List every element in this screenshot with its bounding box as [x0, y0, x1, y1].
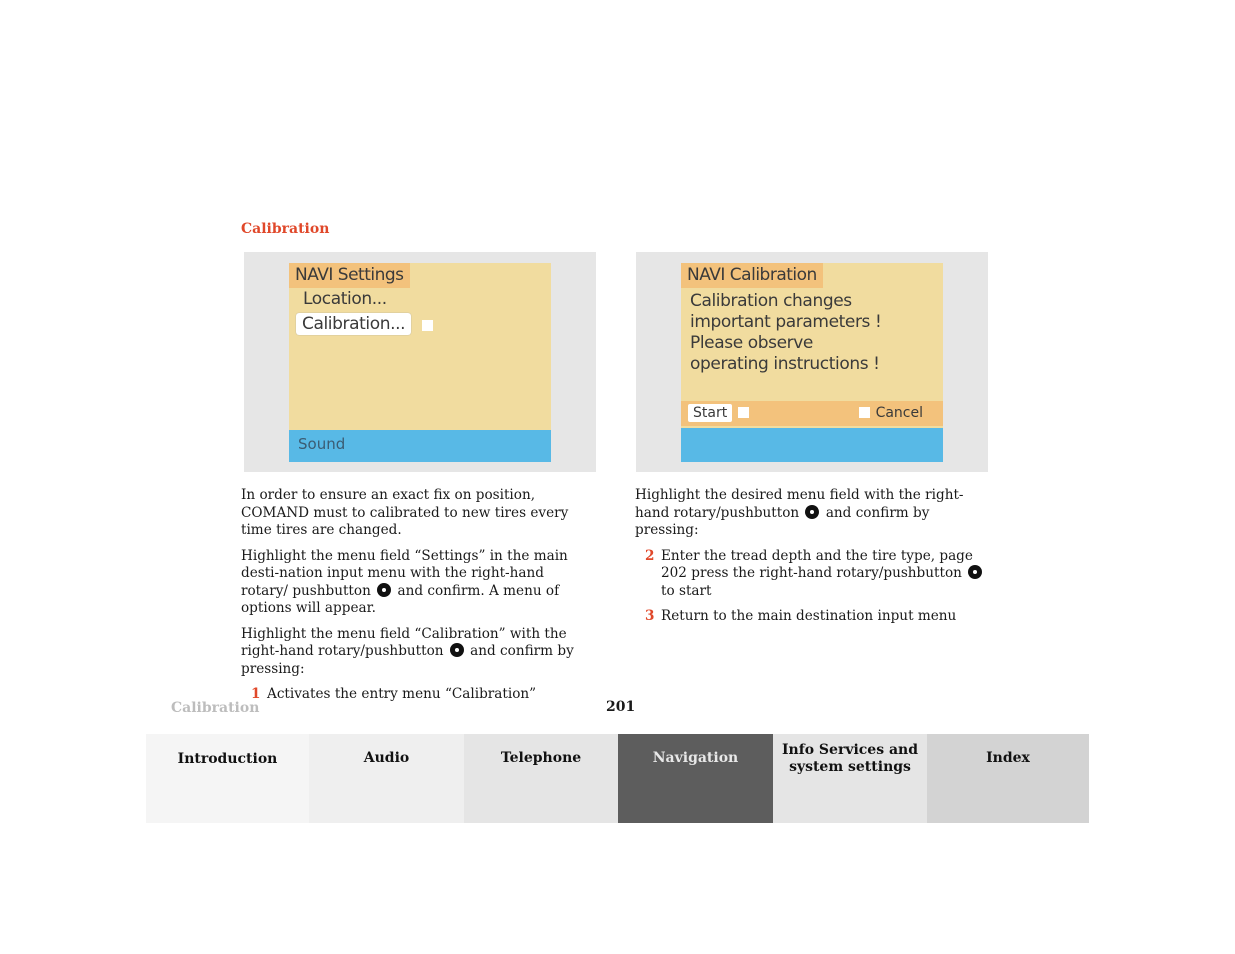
- tab-index[interactable]: Index: [927, 734, 1089, 823]
- selection-marker-icon: [422, 320, 433, 331]
- tab-introduction[interactable]: Introduction: [146, 734, 309, 823]
- footer-section-label: Calibration: [171, 700, 260, 716]
- navi-settings-screen: [289, 263, 551, 462]
- step-text: Activates the entry menu “Calibration”: [267, 686, 537, 702]
- navi-calibration-screen: [681, 263, 943, 462]
- screen-title: NAVI Settings: [289, 263, 410, 288]
- paragraph-text: and confirm by pressing:: [241, 643, 574, 677]
- paragraph: In order to ensure an exact fix on position, COMAND must to calibrated to new tires every time tires are changed.: [241, 487, 569, 538]
- step-text: Enter the tread depth and the tire type, page 202 press the right-hand rotary/pushbutton: [661, 547, 973, 581]
- screen-button-bar: [681, 401, 943, 426]
- rotary-pushbutton-icon: [968, 565, 982, 579]
- menu-item-calibration: Calibration...: [296, 313, 411, 335]
- paragraph-text: and confirm by pressing:: [635, 504, 930, 538]
- step-text: to start: [661, 582, 712, 599]
- tab-navigation[interactable]: Navigation: [618, 734, 773, 823]
- step-number: 1: [251, 686, 261, 702]
- rotary-pushbutton-icon: [377, 583, 391, 597]
- navi-calibration-screenshot: [636, 252, 988, 472]
- chapter-nav-tabs: [146, 734, 1089, 823]
- step-text: Return to the main destination input menu: [661, 608, 957, 624]
- paragraph-text: Highlight the desired menu field with the right-hand rotary/pushbutton: [635, 487, 964, 521]
- paragraph-text: Highlight the menu field “Settings” in the main desti-nation input menu with the right-hand rotary/ pushbutton: [241, 547, 568, 599]
- screen-bottom-bar: Sound: [289, 430, 551, 462]
- section-title: Calibration: [241, 221, 330, 237]
- left-text-column: [241, 487, 591, 712]
- screen-title: NAVI Calibration: [681, 263, 823, 288]
- page-number: 201: [606, 699, 636, 715]
- start-button: Start: [688, 404, 732, 422]
- step-item: [635, 608, 995, 626]
- step-item: [241, 686, 591, 704]
- selection-marker-icon: [859, 407, 870, 418]
- tab-info-services[interactable]: Info Services and system settings: [773, 734, 927, 823]
- selection-marker-icon: [738, 407, 749, 418]
- menu-item-location: Location...: [303, 289, 387, 309]
- tab-audio[interactable]: Audio: [309, 734, 464, 823]
- tab-telephone[interactable]: Telephone: [464, 734, 618, 823]
- paragraph: [635, 487, 995, 540]
- step-item: [635, 548, 995, 601]
- paragraph-text: Highlight the menu field “Calibration” with the right-hand rotary/pushbutton: [241, 625, 567, 659]
- right-text-column: [635, 487, 995, 634]
- cancel-button: Cancel: [875, 405, 923, 421]
- paragraph: [241, 548, 591, 618]
- screen-bottom-bar: [681, 428, 943, 462]
- navi-settings-screenshot: [244, 252, 596, 472]
- paragraph-text: and confirm. A menu of options will appear.: [241, 582, 560, 616]
- paragraph: [241, 626, 591, 679]
- rotary-pushbutton-icon: [450, 643, 464, 657]
- step-number: 2: [645, 547, 655, 564]
- rotary-pushbutton-icon: [805, 505, 819, 519]
- calibration-warning-message: Calibration changes important parameters ! Please observe operating instructions !: [690, 291, 882, 374]
- step-number: 3: [645, 608, 655, 624]
